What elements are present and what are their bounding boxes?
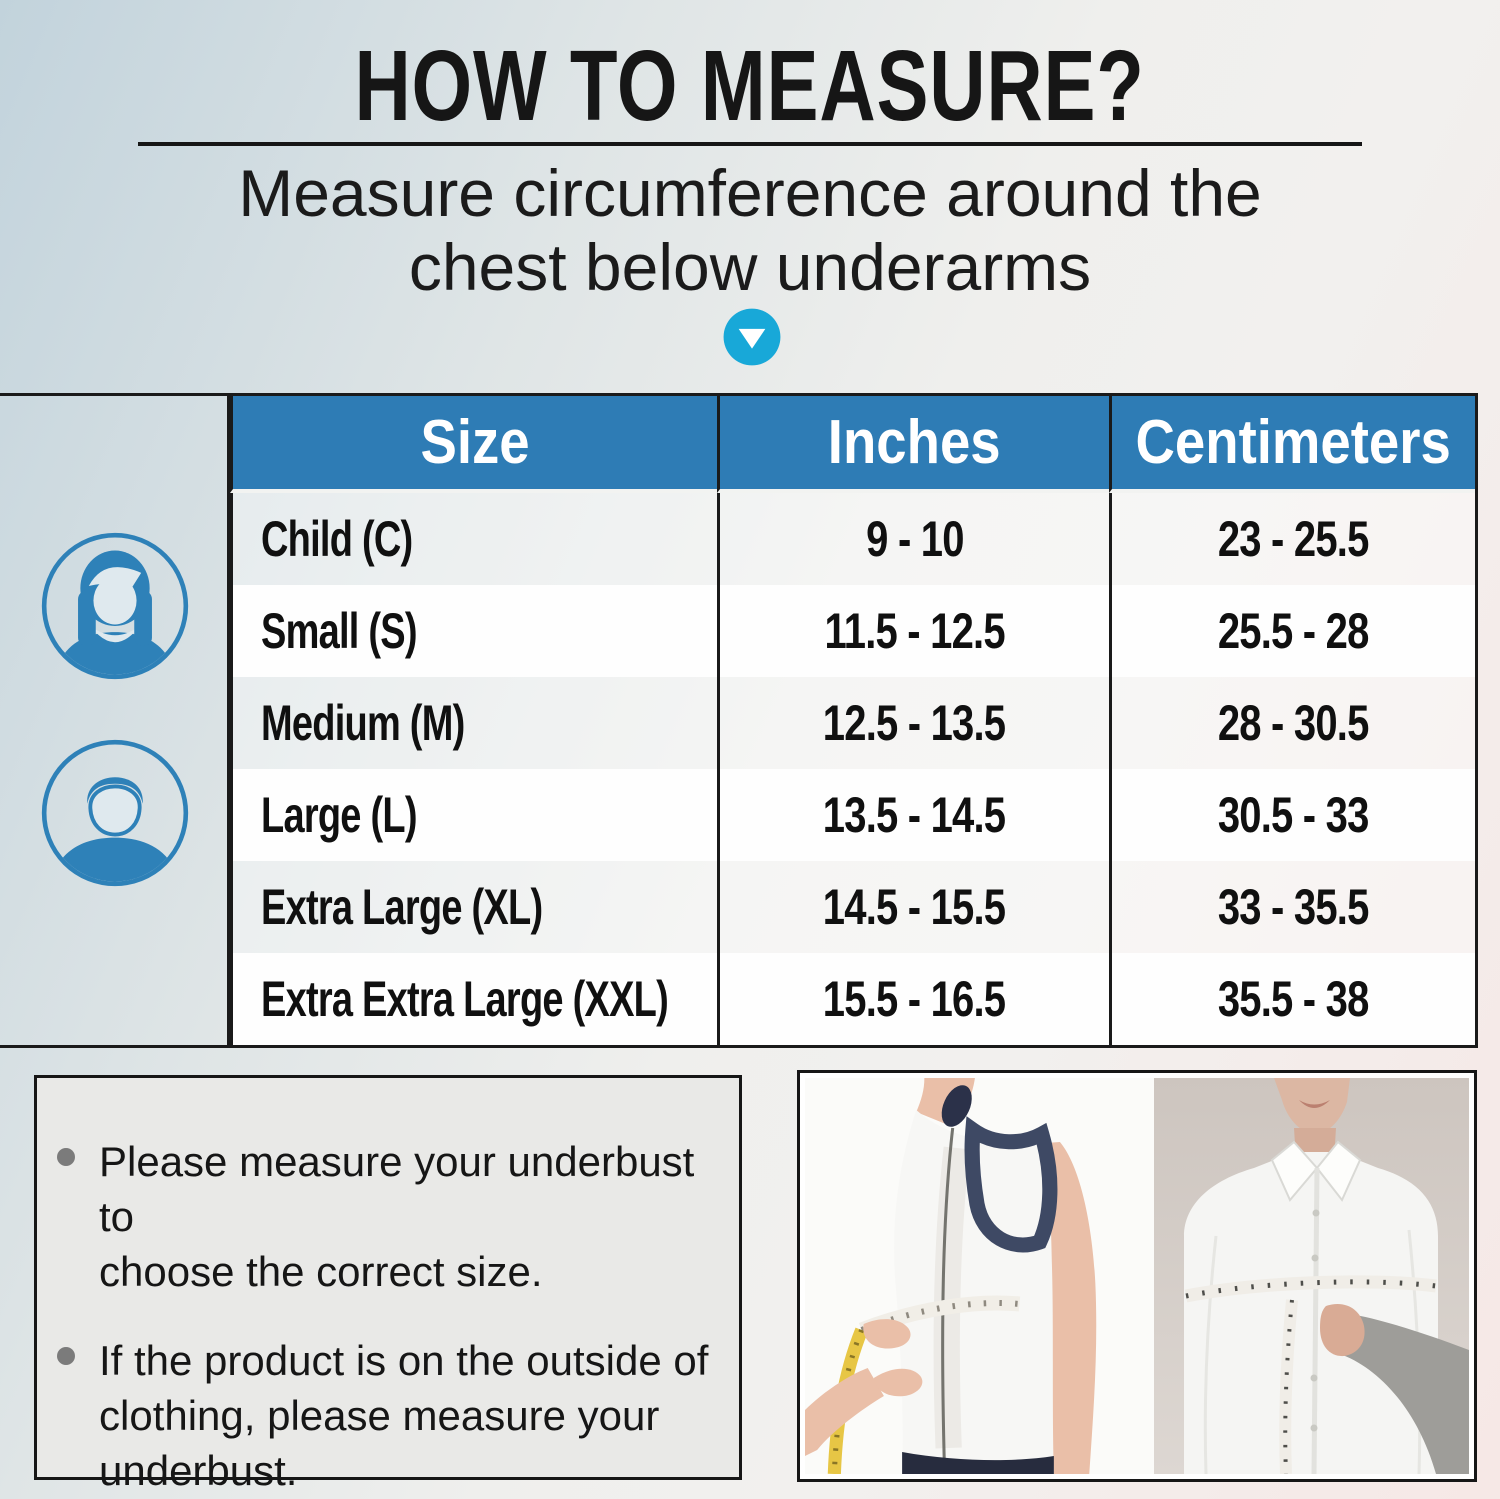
note-item-1 [57,1134,709,1299]
table-row-medium-size: Medium (M) [230,677,717,769]
down-arrow-icon [723,308,781,366]
table-row-small-cm: 25.5 - 28 [1109,585,1475,677]
measurement-notes-box [34,1075,742,1494]
table-row-child-size: Child (C) [230,493,717,585]
subtitle-line-1: Measure circumference around the [238,156,1262,230]
table-row-small-size: Small (S) [230,585,717,677]
size-chart-table [0,393,1478,1048]
male-avatar-icon [38,736,192,890]
table-row-medium-cm: 28 - 30.5 [1109,677,1475,769]
female-avatar-icon [38,529,192,683]
note-2-text: If the product is on the outside of clothing, please measure your underbust. [99,1337,709,1494]
note-1-text: Please measure your underbust to choose the correct size. [99,1138,695,1295]
table-row-child-cm: 23 - 25.5 [1109,493,1475,585]
column-header-centimeters: Centimeters [1109,396,1475,493]
photo-woman-svg [805,1078,1154,1474]
measurement-photos-box [797,1070,1477,1482]
down-arrow-icon-svg [723,308,781,366]
title-underline [138,142,1362,146]
subtitle-line-2: chest below underarms [408,230,1092,304]
female-avatar-svg [38,529,192,683]
table-row-large-size: Large (L) [230,769,717,861]
table-row-xl-inches: 14.5 - 15.5 [717,861,1109,953]
page-title [0,30,1500,142]
table-row-child-inches: 9 - 10 [717,493,1109,585]
bullet-icon [57,1347,75,1365]
page-title-text: HOW TO MEASURE? [354,30,1146,142]
table-row-xl-cm: 33 - 35.5 [1109,861,1475,953]
page-subtitle [0,156,1500,304]
table-row-xxl-size: Extra Extra Large (XXL) [230,953,717,1045]
table-row-xxl-inches: 15.5 - 16.5 [717,953,1109,1045]
table-row-xl-size: Extra Large (XL) [230,861,717,953]
table-row-xxl-cm: 35.5 - 38 [1109,953,1475,1045]
male-avatar-svg [38,736,192,890]
table-row-small-inches: 11.5 - 12.5 [717,585,1109,677]
photo-man-being-measured [1154,1078,1469,1474]
table-row-large-cm: 30.5 - 33 [1109,769,1475,861]
note-item-2 [57,1333,709,1498]
avatar-column [0,396,230,1045]
photo-woman-being-measured [805,1078,1154,1474]
photo-man-svg [1154,1078,1469,1474]
column-header-inches: Inches [717,396,1109,493]
table-row-large-inches: 13.5 - 14.5 [717,769,1109,861]
column-header-size: Size [230,396,717,493]
bullet-icon [57,1148,75,1166]
table-row-medium-inches: 12.5 - 13.5 [717,677,1109,769]
